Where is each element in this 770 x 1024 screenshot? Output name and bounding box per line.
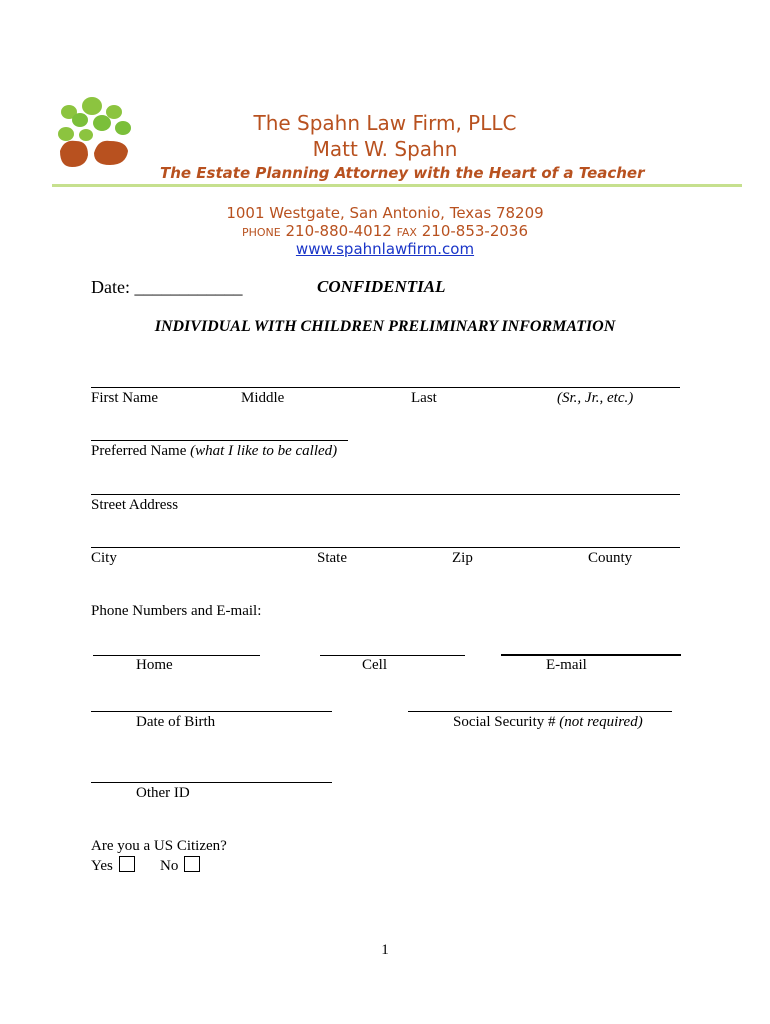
firm-address: 1001 Westgate, San Antonio, Texas 78209 xyxy=(226,204,544,222)
fax-label: FAX xyxy=(396,226,417,239)
street-address-line[interactable] xyxy=(91,494,680,495)
citizen-no-option[interactable]: No xyxy=(160,856,200,875)
city-line[interactable] xyxy=(91,547,680,548)
phone-label: PHONE xyxy=(241,226,281,239)
phone-email-heading: Phone Numbers and E-mail: xyxy=(91,603,262,619)
citizen-yes-option[interactable]: Yes xyxy=(91,856,135,875)
middle-name-label: Middle xyxy=(241,390,285,406)
tagline: The Estate Planning Attorney with the Heart of a Teacher xyxy=(160,164,645,182)
zip-label: Zip xyxy=(452,550,473,566)
firm-phone-fax xyxy=(0,222,770,240)
other-id-label: Other ID xyxy=(136,785,190,801)
city-label: City xyxy=(91,550,117,566)
form-title: INDIVIDUAL WITH CHILDREN PRELIMINARY INFORMATION xyxy=(154,318,616,335)
dob-label: Date of Birth xyxy=(136,714,216,730)
street-address-label: Street Address xyxy=(91,497,179,513)
preferred-name-label: Preferred Name (what I like to be called) xyxy=(91,443,338,459)
page-number: 1 xyxy=(381,942,389,958)
county-label: County xyxy=(588,550,633,566)
email-line[interactable] xyxy=(501,654,681,656)
firm-name: The Spahn Law Firm, PLLC xyxy=(253,111,517,135)
confidential-label: CONFIDENTIAL xyxy=(317,277,446,296)
cell-label: Cell xyxy=(362,657,387,673)
preferred-name-line[interactable] xyxy=(91,440,348,441)
last-name-label: Last xyxy=(411,390,437,406)
other-id-line[interactable] xyxy=(91,782,332,783)
state-label: State xyxy=(317,550,347,566)
yes-checkbox[interactable] xyxy=(119,856,135,872)
email-label: E-mail xyxy=(546,657,587,673)
suffix-label: (Sr., Jr., etc.) xyxy=(557,390,634,406)
name-line[interactable] xyxy=(91,387,680,388)
fax-number: 210-853-2036 xyxy=(421,222,528,240)
ssn-label: Social Security # (not required) xyxy=(453,714,643,730)
header-divider xyxy=(52,184,742,187)
cell-phone-line[interactable] xyxy=(320,655,465,656)
home-label: Home xyxy=(136,657,173,673)
website-link[interactable]: www.spahnlawfirm.com xyxy=(295,240,475,258)
phone-number: 210-880-4012 xyxy=(285,222,392,240)
date-field[interactable]: Date: ____________ xyxy=(91,277,243,297)
first-name-label: First Name xyxy=(91,390,159,406)
dob-line[interactable] xyxy=(91,711,332,712)
citizen-question: Are you a US Citizen? xyxy=(91,838,227,854)
no-checkbox[interactable] xyxy=(184,856,200,872)
attorney-name: Matt W. Spahn xyxy=(312,137,458,161)
ssn-line[interactable] xyxy=(408,711,672,712)
home-phone-line[interactable] xyxy=(93,655,260,656)
